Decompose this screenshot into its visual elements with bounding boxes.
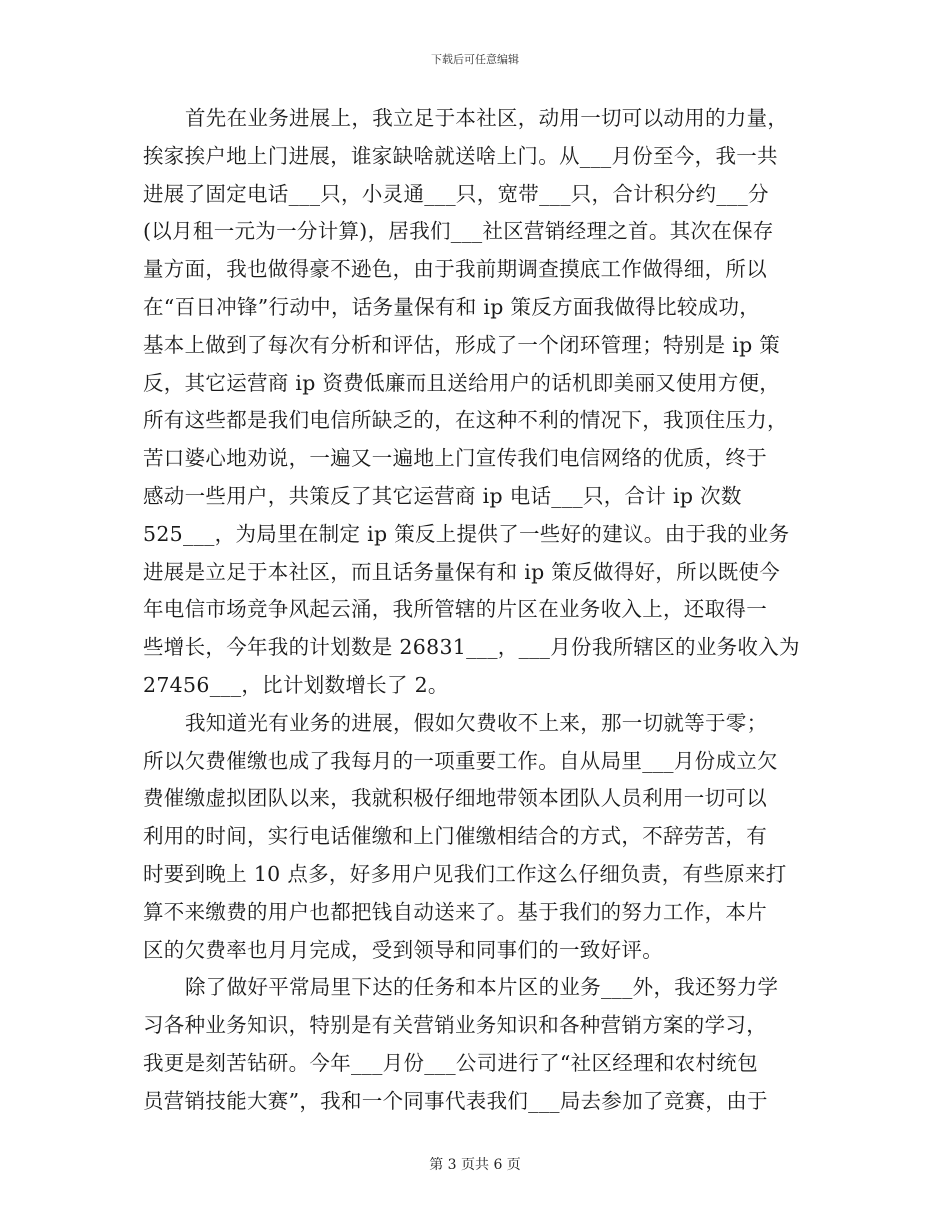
text-line: 在“百日冲锋”行动中，话务量保有和 ip 策反方面我做得比较成功， bbox=[143, 294, 761, 319]
page-number: 第 3 页共 6 页 bbox=[429, 1157, 521, 1173]
text-line: 我知道光有业务的进展，假如欠费收不上来，那一切就等于零； bbox=[185, 710, 768, 735]
text-line: 些增长，今年我的计划数是 26831___，___月份我所辖区的业务收入为 bbox=[143, 635, 800, 660]
text-line: 年电信市场竞争风起云涌，我所管辖的片区在业务收入上，还取得一 bbox=[143, 597, 767, 622]
text-line: 量方面，我也做得豪不逊色，由于我前期调查摸底工作做得细，所以 bbox=[143, 257, 767, 282]
page-header: 下载后可任意编辑 bbox=[431, 53, 519, 66]
text-line: 感动一些用户，共策反了其它运营商 ip 电话___只，合计 ip 次数 bbox=[143, 483, 742, 508]
text-line: 所以欠费催缴也成了我每月的一项重要工作。自从局里___月份成立欠 bbox=[143, 748, 778, 773]
text-line: 算不来缴费的用户也都把钱自动送来了。基于我们的努力工作，本片 bbox=[143, 899, 767, 924]
text-line: 员营销技能大赛”，我和一个同事代表我们___局去参加了竞赛，由于 bbox=[143, 1088, 768, 1113]
text-line: 进展是立足于本社区，而且话务量保有和 ip 策反做得好，所以既使今 bbox=[143, 559, 781, 584]
text-line: 反，其它运营商 ip 资费低廉而且送给用户的话机即美丽又使用方便， bbox=[143, 370, 781, 395]
text-line: 费催缴虚拟团队以来，我就积极仔细地带领本团队人员利用一切可以 bbox=[143, 786, 767, 811]
text-line: 进展了固定电话___只，小灵通___只，宽带___只，合计积分约___分 bbox=[143, 181, 769, 206]
text-line: 利用的时间，实行电话催缴和上门催缴相结合的方式，不辞劳苦，有 bbox=[143, 824, 767, 849]
text-line: 所有这些都是我们电信所缺乏的，在这种不利的情况下，我顶住压力， bbox=[143, 408, 788, 433]
text-line: 我更是刻苦钻研。今年___月份___公司进行了“社区经理和农村统包 bbox=[143, 1050, 758, 1075]
text-line: 挨家挨户地上门进展，谁家缺啥就送啥上门。从___月份至今，我一共 bbox=[143, 143, 778, 168]
text-line: 区的欠费率也月月完成，受到领导和同事们的一致好评。 bbox=[143, 937, 663, 962]
text-line: 习各种业务知识，特别是有关营销业务知识和各种营销方案的学习， bbox=[143, 1013, 767, 1038]
text-line: 基本上做到了每次有分析和评估，形成了一个闭环管理；特别是 ip 策 bbox=[143, 332, 781, 357]
text-line: (以月租一元为一分计算)，居我们___社区营销经理之首。其次在保存 bbox=[143, 219, 774, 244]
text-line: 27456___，比计划数增长了 2。 bbox=[143, 672, 449, 697]
text-line: 除了做好平常局里下达的任务和本片区的业务___外，我还努力学 bbox=[185, 975, 779, 1000]
document-body bbox=[143, 100, 811, 1121]
text-line: 苦口婆心地劝说，一遍又一遍地上门宣传我们电信网络的优质，终于 bbox=[143, 446, 767, 471]
text-line: 首先在业务进展上，我立足于本社区，动用一切可以动用的力量， bbox=[185, 106, 789, 130]
text-line: 时要到晚上 10 点多，好多用户见我们工作这么仔细负责，有些原来打 bbox=[143, 861, 787, 886]
text-line: 525___，为局里在制定 ip 策反上提供了一些好的建议。由于我的业务 bbox=[143, 521, 790, 546]
